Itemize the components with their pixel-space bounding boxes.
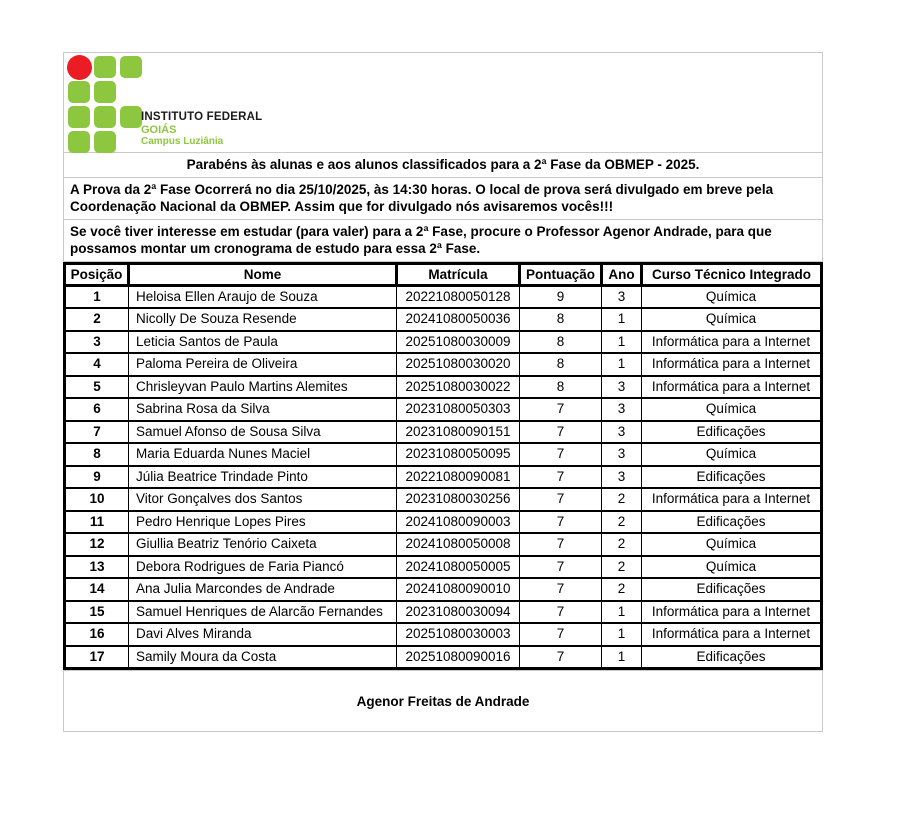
cell-ano: 2 xyxy=(602,556,642,579)
cell-pontuacao: 7 xyxy=(520,646,602,669)
logo-text xyxy=(141,111,262,147)
cell-curso: Informática para a Internet xyxy=(642,623,822,646)
cell-matricula: 20231080090151 xyxy=(397,421,520,444)
cell-nome: Samuel Henriques de Alarcão Fernandes xyxy=(129,601,397,624)
logo-state: GOIÁS xyxy=(141,124,177,136)
cell-matricula: 20231080030256 xyxy=(397,488,520,511)
logo-green-square xyxy=(68,131,90,153)
cell-matricula: 20241080050036 xyxy=(397,308,520,331)
cell-pontuacao: 8 xyxy=(520,308,602,331)
table-row xyxy=(65,285,822,308)
cell-nome: Paloma Pereira de Oliveira xyxy=(129,353,397,376)
column-header-curso: Curso Técnico Integrado xyxy=(642,263,822,285)
cell-ano: 3 xyxy=(602,421,642,444)
cell-nome: Chrisleyvan Paulo Martins Alemites xyxy=(129,376,397,399)
cell-curso: Edificações xyxy=(642,466,822,489)
cell-nome: Sabrina Rosa da Silva xyxy=(129,398,397,421)
table-row xyxy=(65,533,822,556)
cell-matricula: 20251080090016 xyxy=(397,646,520,669)
cell-posicao: 7 xyxy=(65,421,129,444)
cell-nome: Leticia Santos de Paula xyxy=(129,331,397,354)
cell-pontuacao: 7 xyxy=(520,398,602,421)
column-header-posicao: Posição xyxy=(65,263,129,285)
table-row xyxy=(65,331,822,354)
cell-curso: Química xyxy=(642,443,822,466)
table-row xyxy=(65,646,822,669)
cell-posicao: 8 xyxy=(65,443,129,466)
announcement-study-invite: Se você tiver interesse em estudar (para valer) para a 2ª Fase, procure o Professor Agenor Andrade, para que possamos montar um cronograma de estudo para essa 2ª Fase. xyxy=(63,219,823,262)
cell-curso: Química xyxy=(642,308,822,331)
signature-name: Agenor Freitas de Andrade xyxy=(356,693,530,709)
cell-matricula: 20231080050095 xyxy=(397,443,520,466)
cell-pontuacao: 9 xyxy=(520,285,602,308)
column-header-ano: Ano xyxy=(602,263,642,285)
cell-pontuacao: 7 xyxy=(520,421,602,444)
table-row xyxy=(65,623,822,646)
cell-pontuacao: 7 xyxy=(520,623,602,646)
cell-nome: Pedro Henrique Lopes Pires xyxy=(129,511,397,534)
document xyxy=(63,52,823,732)
cell-posicao: 10 xyxy=(65,488,129,511)
cell-matricula: 20251080030009 xyxy=(397,331,520,354)
table-row xyxy=(65,578,822,601)
cell-curso: Edificações xyxy=(642,646,822,669)
cell-matricula: 20241080090003 xyxy=(397,511,520,534)
cell-nome: Nicolly De Souza Resende xyxy=(129,308,397,331)
logo-institution: INSTITUTO FEDERAL xyxy=(141,111,263,123)
cell-ano: 2 xyxy=(602,533,642,556)
table-row xyxy=(65,466,822,489)
cell-nome: Heloisa Ellen Araujo de Souza xyxy=(129,285,397,308)
table-row xyxy=(65,398,822,421)
cell-ano: 3 xyxy=(602,466,642,489)
logo-green-square xyxy=(68,106,90,128)
cell-matricula: 20251080030022 xyxy=(397,376,520,399)
cell-matricula: 20241080050005 xyxy=(397,556,520,579)
table-row xyxy=(65,556,822,579)
cell-ano: 1 xyxy=(602,308,642,331)
cell-ano: 1 xyxy=(602,331,642,354)
column-header-matricula: Matrícula xyxy=(397,263,520,285)
logo-red-circle xyxy=(67,55,92,80)
cell-pontuacao: 8 xyxy=(520,376,602,399)
cell-matricula: 20221080050128 xyxy=(397,285,520,308)
table-row xyxy=(65,511,822,534)
cell-nome: Ana Julia Marcondes de Andrade xyxy=(129,578,397,601)
cell-curso: Informática para a Internet xyxy=(642,376,822,399)
cell-pontuacao: 7 xyxy=(520,556,602,579)
logo-green-square xyxy=(120,106,142,128)
ifg-logo xyxy=(63,52,823,153)
cell-matricula: 20241080090010 xyxy=(397,578,520,601)
cell-posicao: 14 xyxy=(65,578,129,601)
cell-pontuacao: 8 xyxy=(520,331,602,354)
logo-green-square xyxy=(94,56,116,78)
cell-matricula: 20231080050303 xyxy=(397,398,520,421)
cell-curso: Química xyxy=(642,285,822,308)
logo-green-square xyxy=(94,131,116,153)
cell-nome: Júlia Beatrice Trindade Pinto xyxy=(129,466,397,489)
results-table xyxy=(63,262,823,671)
cell-ano: 2 xyxy=(602,511,642,534)
cell-pontuacao: 7 xyxy=(520,488,602,511)
cell-matricula: 20251080030020 xyxy=(397,353,520,376)
cell-pontuacao: 8 xyxy=(520,353,602,376)
cell-posicao: 5 xyxy=(65,376,129,399)
cell-curso: Informática para a Internet xyxy=(642,353,822,376)
cell-pontuacao: 7 xyxy=(520,533,602,556)
cell-posicao: 11 xyxy=(65,511,129,534)
cell-nome: Debora Rodrigues de Faria Piancó xyxy=(129,556,397,579)
cell-nome: Giullia Beatriz Tenório Caixeta xyxy=(129,533,397,556)
cell-curso: Informática para a Internet xyxy=(642,331,822,354)
logo-green-square xyxy=(120,56,142,78)
cell-posicao: 12 xyxy=(65,533,129,556)
cell-posicao: 16 xyxy=(65,623,129,646)
cell-curso: Química xyxy=(642,398,822,421)
cell-posicao: 2 xyxy=(65,308,129,331)
logo-green-square xyxy=(94,81,116,103)
cell-ano: 3 xyxy=(602,376,642,399)
cell-pontuacao: 7 xyxy=(520,466,602,489)
announcement-congrats: Parabéns às alunas e aos alunos classificados para a 2ª Fase da OBMEP - 2025. xyxy=(63,152,823,178)
table-header-row xyxy=(65,263,822,285)
table-row xyxy=(65,488,822,511)
cell-ano: 2 xyxy=(602,488,642,511)
cell-matricula: 20231080030094 xyxy=(397,601,520,624)
table-row xyxy=(65,421,822,444)
table-row xyxy=(65,376,822,399)
cell-curso: Informática para a Internet xyxy=(642,601,822,624)
cell-ano: 3 xyxy=(602,285,642,308)
cell-matricula: 20241080050008 xyxy=(397,533,520,556)
cell-posicao: 3 xyxy=(65,331,129,354)
cell-nome: Maria Eduarda Nunes Maciel xyxy=(129,443,397,466)
cell-nome: Vitor Gonçalves dos Santos xyxy=(129,488,397,511)
cell-ano: 3 xyxy=(602,443,642,466)
cell-posicao: 17 xyxy=(65,646,129,669)
table-row xyxy=(65,308,822,331)
cell-nome: Samuel Afonso de Sousa Silva xyxy=(129,421,397,444)
cell-curso: Informática para a Internet xyxy=(642,488,822,511)
cell-posicao: 13 xyxy=(65,556,129,579)
cell-pontuacao: 7 xyxy=(520,511,602,534)
cell-posicao: 1 xyxy=(65,285,129,308)
cell-pontuacao: 7 xyxy=(520,601,602,624)
cell-curso: Edificações xyxy=(642,578,822,601)
table-row xyxy=(65,353,822,376)
column-header-nome: Nome xyxy=(129,263,397,285)
cell-curso: Química xyxy=(642,533,822,556)
cell-posicao: 15 xyxy=(65,601,129,624)
cell-curso: Química xyxy=(642,556,822,579)
column-header-pontuacao: Pontuação xyxy=(520,263,602,285)
cell-nome: Davi Alves Miranda xyxy=(129,623,397,646)
cell-pontuacao: 7 xyxy=(520,578,602,601)
cell-ano: 1 xyxy=(602,601,642,624)
logo-campus: Campus Luziânia xyxy=(141,136,224,147)
cell-posicao: 6 xyxy=(65,398,129,421)
cell-ano: 3 xyxy=(602,398,642,421)
table-row xyxy=(65,601,822,624)
logo-green-square xyxy=(68,81,90,103)
cell-ano: 1 xyxy=(602,353,642,376)
cell-nome: Samily Moura da Costa xyxy=(129,646,397,669)
cell-ano: 1 xyxy=(602,623,642,646)
cell-curso: Edificações xyxy=(642,511,822,534)
cell-matricula: 20251080030003 xyxy=(397,623,520,646)
cell-curso: Edificações xyxy=(642,421,822,444)
cell-ano: 1 xyxy=(602,646,642,669)
cell-matricula: 20221080090081 xyxy=(397,466,520,489)
cell-pontuacao: 7 xyxy=(520,443,602,466)
signature-block xyxy=(63,670,823,732)
table-row xyxy=(65,443,822,466)
announcement-exam-info: A Prova da 2ª Fase Ocorrerá no dia 25/10/2025, às 14:30 horas. O local de prova será divulgado em breve pela Coordenação Nacional da OBMEP. Assim que for divulgado nós avisaremos vocês!!! xyxy=(63,177,823,220)
cell-ano: 2 xyxy=(602,578,642,601)
cell-posicao: 9 xyxy=(65,466,129,489)
logo-green-square xyxy=(94,106,116,128)
cell-posicao: 4 xyxy=(65,353,129,376)
